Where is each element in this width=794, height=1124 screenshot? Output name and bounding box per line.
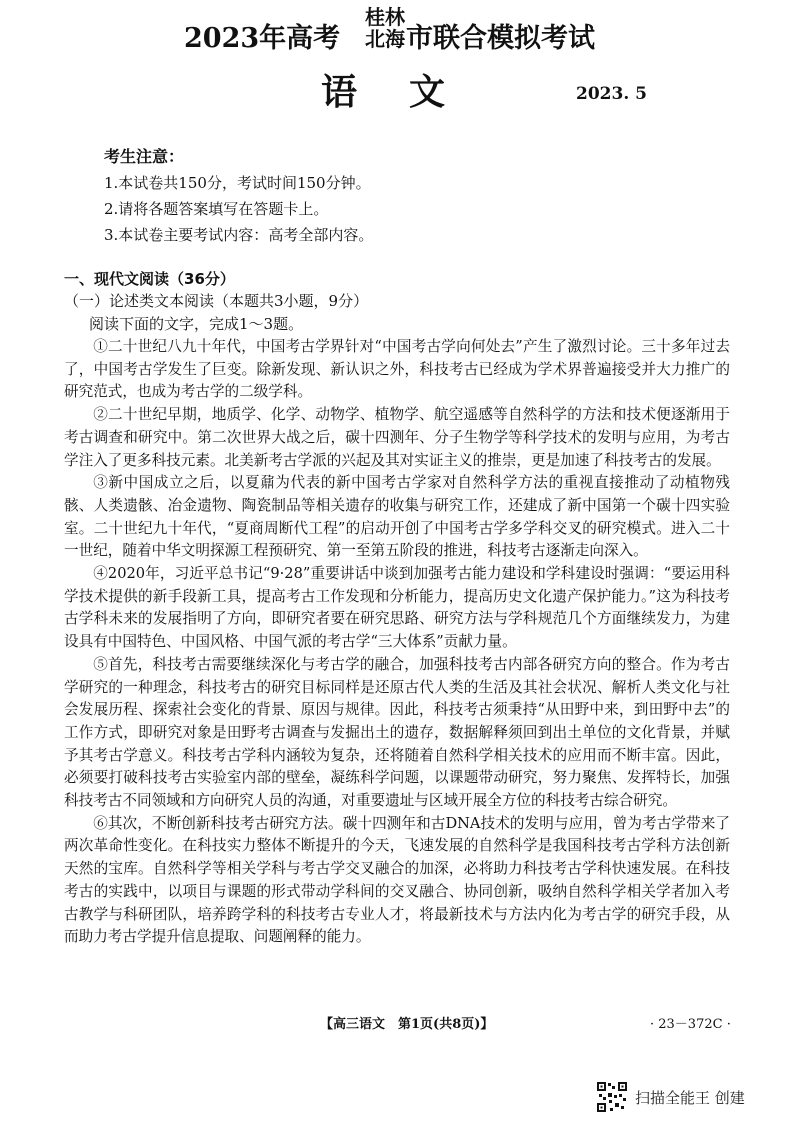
title-suffix: 市联合模拟考试 [406,23,595,54]
paper-code: · 23－372C · [650,1017,731,1032]
paragraph-4: ④2020年，习近平总书记“9·28”重要讲话中谈到加强考古能力建设和学科建设时强调：“要运用科学技术提供的新手段新工具，提高考古工作发现和分析能力，提高历史文化遗产保护能力。”这为科技考古学科未来的发展指明了方向，即研究者要在研究思路、研究方法与学科规范几个方面继续发力，为建设具有中国特色、中国风格、中国气派的考古学“三大体系”贡献力量。 [64,565,730,651]
page-label: 【高三语文 第1页(共8页)】 [320,1017,494,1032]
candidate-notice [104,144,373,248]
notice-item: 1.本试卷共150分，考试时间150分钟。 [104,174,371,192]
reading-passage [64,336,730,949]
scanner-watermark [596,1080,745,1114]
paragraph-2: ②二十世纪早期，地质学、化学、动物学、植物学、航空遥感等自然科学的方法和技术便逐渐用于考古调查和研究中。第二次世界大战之后，碳十四测年、分子生物学等科学技术的发明与应用，为考古学注入了更多科技元素。北美新考古学派的兴起及其对实证主义的推崇，更是加速了科技考古的发展。 [64,406,730,469]
title-prefix: 2023年高考 [184,23,341,54]
notice-title: 考生注意： [104,147,185,166]
city-bottom: 北海 [365,27,405,51]
subject-title: 语文 [321,71,498,113]
paragraph-5: ⑤首先，科技考古需要继续深化与考古学的融合，加强科技考古内部各研究方向的整合。作为考古学研究的一种理念，科技考古的研究目标同样是还原古代人类的生活及其社会状况、解析人类文化与社会发展历程、探索社会变化的背景、原因与规律。因此，科技考古须秉持“从田野中来，到田野中去”的工作方式，即研究对象是田野考古调查与发掘出土的遗存，数据解释须回到出土单位的文化背景，并赋予其考古学意义。科技考古学科内涵较为复杂，还将随着自然科学相关技术的应用而不断丰富。因此，必须要打破科技考古实验室内部的壁垒，凝练科学问题，以课题带动研究，努力聚焦、发挥特长，加强科技考古不同领域和方向研究人员的沟通，对重要遗址与区域开展全方位的科技考古综合研究。 [64,655,730,810]
section-subheading: （一）论述类文本阅读（本题共3小题，9分） [64,292,369,310]
notice-item: 2.请将各题答案填写在答题卡上。 [104,200,329,218]
section-heading: 一、现代文阅读（36分） [64,270,235,288]
qr-code-icon [596,1081,628,1113]
scanner-label: 扫描全能王 创建 [635,1088,745,1107]
reading-instruction: 阅读下面的文字，完成1～3题。 [89,315,304,333]
exam-date: 2023. 5 [576,84,647,104]
exam-title [0,6,794,62]
paragraph-3: ③新中国成立之后，以夏鼐为代表的新中国考古学家对自然科学方法的重视直接推动了动植物残骸、人类遗骸、冶金遗物、陶瓷制品等相关遗存的收集与研究工作，还建成了新中国第一个碳十四实验室。二十世纪九十年代，“夏商周断代工程”的启动开创了中国考古学多学科交叉的研究模式。进入二十一世纪，随着中华文明探源工程预研究、第一至第五阶段的推进，科技考古逐渐走向深入。 [64,474,730,560]
paragraph-1: ①二十世纪八九十年代，中国考古学界针对“中国考古学向何处去”产生了激烈讨论。三十多年过去了，中国考古学发生了巨变。除新发现、新认识之外，科技考古已经成为学术界普遍接受并大力推广的研究范式，也成为考古学的二级学科。 [64,338,730,401]
title-cities [363,6,407,50]
paragraph-6: ⑥其次，不断创新科技考古研究方法。碳十四测年和古DNA技术的发明与应用，曾为考古学带来了两次革命性变化。在科技实力整体不断提升的今天，飞速发展的自然科学是我国科技考古学科方法创新天然的宝库。自然科学等相关学科与考古学交叉融合的加深，必将助力科技考古学科快速发展。在科技考古的实践中，以项目与课题的形式带动学科间的交叉融合、协同创新，吸纳自然科学相关学者加入考古教学与科研团队，培养跨学科的科技考古专业人才，将最新技术与方法内化为考古学的研究手段，从而助力考古学提升信息提取、问题阐释的能力。 [64,814,730,946]
notice-item: 3.本试卷主要考试内容：高考全部内容。 [104,226,374,244]
city-top: 桂林 [365,5,405,29]
